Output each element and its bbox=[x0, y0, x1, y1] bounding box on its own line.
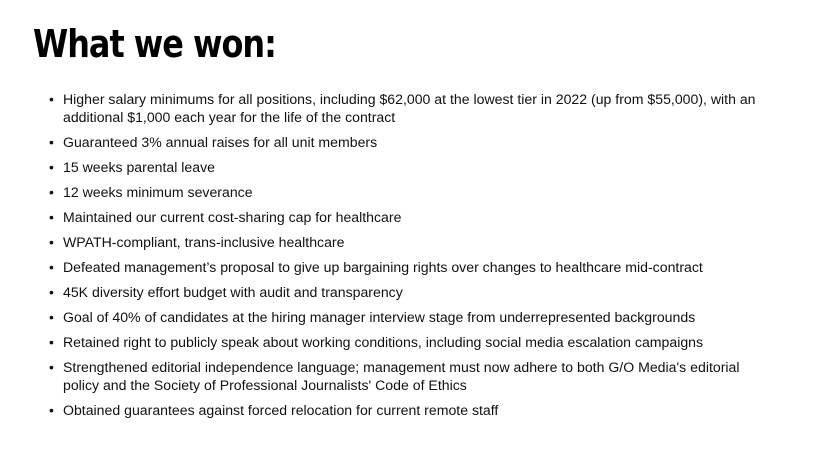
list-item-text: Maintained our current cost-sharing cap for healthcare bbox=[63, 209, 402, 225]
list-item-text: Guaranteed 3% annual raises for all unit members bbox=[63, 134, 378, 150]
list-item-text: Goal of 40% of candidates at the hiring manager interview stage from underrepresented backgrounds bbox=[63, 309, 696, 325]
list-item bbox=[0, 258, 828, 276]
list-item bbox=[0, 308, 828, 326]
list-item-text: 45K diversity effort budget with audit and transparency bbox=[63, 284, 403, 300]
bullet: • bbox=[49, 402, 54, 418]
bullet: • bbox=[49, 309, 54, 325]
list-item bbox=[0, 401, 828, 419]
list-item bbox=[0, 158, 828, 176]
list-item-text: Defeated management’s proposal to give up bargaining rights over changes to healthcare mid-contract bbox=[63, 259, 703, 275]
list-item-text: Strengthened editorial independence language; management must now adhere to both G/O Media's editorial policy and the Society of Professional Journalists' Code of Ethics bbox=[63, 359, 740, 393]
list-item bbox=[0, 333, 828, 351]
bullet: • bbox=[49, 184, 54, 200]
list-item bbox=[0, 358, 828, 394]
list-item-text: 12 weeks minimum severance bbox=[63, 184, 253, 200]
bullet: • bbox=[49, 209, 54, 225]
achievements-list bbox=[0, 90, 828, 426]
list-item-text: WPATH-compliant, trans-inclusive healthcare bbox=[63, 234, 345, 250]
bullet: • bbox=[49, 259, 54, 275]
bullet: • bbox=[49, 234, 54, 250]
bullet: • bbox=[49, 159, 54, 175]
bullet: • bbox=[49, 359, 54, 375]
bullet: • bbox=[49, 334, 54, 350]
list-item-text: 15 weeks parental leave bbox=[63, 159, 215, 175]
list-item bbox=[0, 233, 828, 251]
bullet: • bbox=[49, 134, 54, 150]
list-item bbox=[0, 90, 828, 126]
bullet: • bbox=[49, 91, 54, 107]
list-item-text: Higher salary minimums for all positions, including $62,000 at the lowest tier in 2022 (up from $55,000), with an additional $1,000 each year for the life of the contract bbox=[63, 91, 756, 125]
list-item-text: Obtained guarantees against forced relocation for current remote staff bbox=[63, 402, 499, 418]
list-item bbox=[0, 183, 828, 201]
page-title: What we won: bbox=[33, 22, 276, 66]
list-item bbox=[0, 133, 828, 151]
list-item bbox=[0, 208, 828, 226]
list-item-text: Retained right to publicly speak about working conditions, including social media escalation campaigns bbox=[63, 334, 704, 350]
list-item bbox=[0, 283, 828, 301]
bullet: • bbox=[49, 284, 54, 300]
